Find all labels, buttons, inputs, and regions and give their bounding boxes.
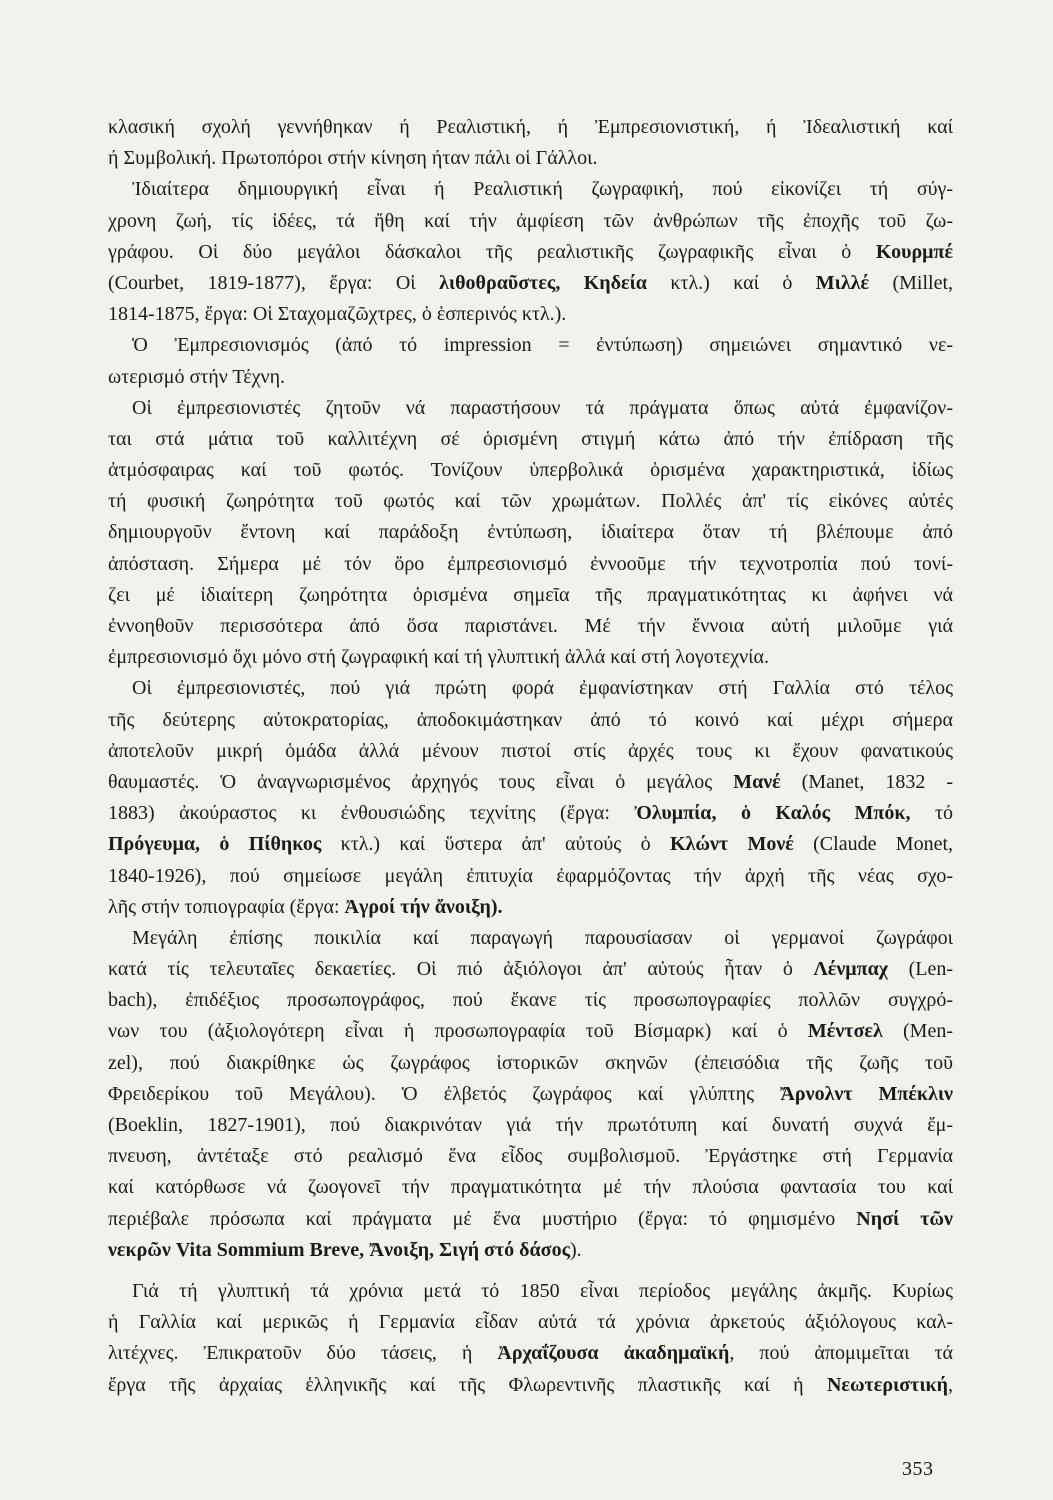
text-line [108, 268, 953, 299]
text-line [108, 985, 953, 1016]
bold-term: Μανέ [733, 770, 781, 793]
text-run: (Millet, [869, 271, 954, 294]
bold-term: νεκρῶν Vita Sommium Breve, Ἄνοιξη, Σιγή στό δάσος [108, 1238, 571, 1261]
text-line [108, 1307, 953, 1338]
text-run: λιτέχνες. Ἐπικρατοῦν δύο τάσεις, ἡ [108, 1342, 498, 1365]
bold-term: λιθοθραῦστες, Κηδεία [439, 271, 647, 294]
bold-term: Πρόγευμα, ὁ Πίθηκος [108, 833, 322, 856]
text-line [108, 455, 953, 486]
text-run: 1840-1926), πού σημείωσε μεγάλη ἐπιτυχία ἐφαρμόζοντας τήν ἀρχή τῆς νέας σχο- [108, 864, 953, 887]
text-run: ἔργα τῆς ἀρχαίας ἑλληνικῆς καί τῆς Φλωρεντινῆς πλαστικῆς καί ἡ [108, 1373, 827, 1396]
text-line [108, 362, 953, 393]
text-run: (Manet, 1832 - [780, 770, 953, 793]
text-run: Μεγάλη ἐπίσης ποικιλία καί παραγωγή παρουσίασαν οἱ γερμανοί ζωγράφοι [132, 926, 953, 949]
bold-term: Κουρμπέ [875, 240, 953, 263]
text-line [108, 954, 953, 985]
text-run: τῆς δεύτερης αὐτοκρατορίας, ἀποδοκιμάστηκαν ἀπό τό κοινό καί μέχρι σήμερα [108, 708, 953, 731]
text-line [108, 330, 953, 361]
text-line [108, 1110, 953, 1141]
text-run: , [948, 1373, 953, 1396]
text-run: 1883) ἀκούραστος κι ἐνθουσιώδης τεχνίτης (ἔργα: [108, 802, 635, 825]
text-run: ωτερισμό στήν Τέχνη. [108, 365, 286, 388]
text-line [108, 892, 953, 923]
text-run: , πού ἀπομιμεῖται τά [729, 1342, 953, 1365]
text-run: κτλ.) καί ὁ [646, 271, 816, 294]
text-run: γράφου. Οἱ δύο μεγάλοι δάσκαλοι τῆς ρεαλιστικῆς ζωγραφικῆς εἶναι ὁ [108, 240, 876, 263]
text-run: zel), πού διακρίθηκε ὡς ζωγράφος ἱστορικῶν σκηνῶν (ἐπεισόδια τῆς ζωῆς τοῦ [108, 1051, 953, 1074]
bold-term: Λένμπαχ [813, 958, 888, 981]
text-line [108, 549, 953, 580]
text-line [108, 206, 953, 237]
text-run: θαυμαστές. Ὁ ἀναγνωρισμένος ἀρχηγός τους εἶναι ὁ μεγάλος [108, 770, 734, 793]
text-line [108, 174, 953, 205]
text-run: ται στά μάτια τοῦ καλλιτέχνη σέ ὁρισμένη στιγμή κάτω ἀπό τήν ἐπίδραση τῆς [108, 427, 953, 450]
text-line [108, 767, 953, 798]
text-run: χρονη ζωή, τίς ἰδέες, τά ἤθη καί τήν ἀμφίεση τῶν ἀνθρώπων τῆς ἐποχῆς τοῦ ζω- [108, 209, 953, 232]
text-line [108, 611, 953, 642]
text-line [108, 580, 953, 611]
text-line [108, 1338, 953, 1369]
text-run: δημιουργοῦν ἔντονη καί παράδοξη ἐντύπωση, ἰδιαίτερα ὅταν τή βλέπουμε ἀπό [108, 521, 953, 544]
text-line [108, 923, 953, 954]
text-line [108, 736, 953, 767]
text-line [108, 798, 953, 829]
text-run: Γιά τή γλυπτική τά χρόνια μετά τό 1850 εἶναι περίοδος μεγάλης ἀκμῆς. Κυρίως [132, 1279, 953, 1302]
text-run: λῆς στήν τοπιογραφία (ἔργα: [108, 895, 345, 918]
text-run: νων του (ἀξιολογότερη εἶναι ἡ προσωπογραφία τοῦ Βίσμαρκ) καί ὁ [108, 1020, 808, 1043]
bold-term: Μιλλέ [815, 271, 870, 294]
bold-term: Ἀρχαΐζουσα ἀκαδημαϊκή [497, 1342, 730, 1365]
text-line [108, 112, 953, 143]
bold-term: Νεωτεριστική [826, 1373, 948, 1396]
text-line [108, 143, 953, 174]
text-line [108, 642, 953, 673]
text-run: 1814-1875, ἔργα: Οἱ Σταχομαζῶχτρες, ὁ ἑσπερινός κτλ.). [108, 303, 567, 326]
text-line [108, 486, 953, 517]
text-run: ἐμπρεσιονισμό ὄχι μόνο στή ζωγραφική καί τή γλυπτική ἀλλά καί στή λογοτεχνία. [108, 646, 769, 669]
page-number: 353 [902, 1458, 934, 1480]
text-line [108, 1016, 953, 1047]
text-line [108, 705, 953, 736]
text-run: τή φυσική ζωηρότητα τοῦ φωτός καί τῶν χρωμάτων. Πολλές ἀπ' τίς εἰκόνες αὐτές [108, 490, 953, 513]
text-run: καί κατόρθωσε νά ζωογονεῖ τήν πραγματικότητα μέ τήν πλούσια φαντασία του καί [108, 1176, 953, 1199]
bold-term: Μέντσελ [807, 1020, 883, 1043]
text-run: ). [570, 1238, 582, 1261]
text-run: περιέβαλε πρόσωπα καί πράγματα μέ ἕνα μυστήριο (ἔργα: τό φημισμένο [108, 1207, 857, 1230]
text-line [108, 1079, 953, 1110]
text-run: κλασική σχολή γεννήθηκαν ή Ρεαλιστική, ή Ἐμπρεσιονιστική, ή Ἰδεαλιστική καί [108, 116, 953, 138]
bold-term: Ἄρνολντ Μπέκλιν [780, 1082, 953, 1105]
text-run: ζει μέ ἰδιαίτερη ζωηρότητα ὁρισμένα σημεῖα τῆς πραγματικότητας κι ἀφήνει νά [108, 583, 953, 606]
text-run: ή Συμβολική. Πρωτοπόροι στήν κίνηση ήταν πάλι οἱ Γάλλοι. [108, 147, 598, 170]
text-run: (Claude Monet, [793, 833, 954, 856]
text-run: Οἱ ἐμπρεσιονιστές, πού γιά πρώτη φορά ἐμφανίστηκαν στή Γαλλία στό τέλος [132, 677, 953, 700]
text-run: Οἱ ἐμπρεσιονιστές ζητοῦν νά παραστήσουν τά πράγματα ὅπως αὐτά ἐμφανίζον- [132, 396, 953, 419]
text-run: πνευση, ἀντέταξε στό ρεαλισμό ἕνα εἶδος συμβολισμοῦ. Ἐργάστηκε στή Γερμανία [108, 1145, 953, 1168]
text-run: ἡ Γαλλία καί μερικῶς ἡ Γερμανία εἶδαν αὐτά τά χρόνια ἀρκετούς ἀξιόλογους καλ- [108, 1311, 953, 1334]
text-line [108, 829, 953, 860]
text-line [108, 299, 953, 330]
bold-term: Ἀγροί τήν ἄνοιξη). [344, 895, 503, 918]
text-line [108, 1048, 953, 1079]
text-run: τό [910, 802, 953, 825]
text-run: κτλ.) καί ὕστερα ἀπ' αὐτούς ὁ [321, 833, 670, 856]
text-line [108, 393, 953, 424]
text-run: bach), ἐπιδέξιος προσωπογράφος, πού ἔκανε τίς προσωπογραφίες πολλῶν συγχρό- [108, 989, 953, 1012]
text-run: (Men- [882, 1020, 953, 1043]
text-line [108, 237, 953, 268]
text-line [108, 517, 953, 548]
text-line [108, 1235, 953, 1266]
bold-term: Κλώντ Μονέ [669, 833, 794, 856]
text-line [108, 1276, 953, 1307]
text-line [108, 861, 953, 892]
text-run: κατά τίς τελευταῖες δεκαετίες. Οἱ πιό ἀξιόλογοι ἀπ' αὐτούς ἦταν ὁ [108, 958, 814, 981]
bold-term: Νησί τῶν [856, 1207, 953, 1230]
text-line [108, 1204, 953, 1235]
text-line [108, 673, 953, 704]
text-run: Ὁ Ἐμπρεσιονισμός (ἀπό τό impression = ἐντύπωση) σημειώνει σημαντικό νε- [132, 334, 953, 357]
text-run: ἀπόσταση. Σήμερα μέ τόν ὅρο ἐμπρεσιονισμό ἐννοοῦμε τήν τεχνοτροπία πού τονί- [108, 552, 953, 575]
text-run: ἐννοηθοῦν περισσότερα ἀπό ὅσα παριστάνει. Μέ τήν ἔννοια αὐτή μιλοῦμε γιά [108, 615, 953, 637]
text-run: Ἰδιαίτερα δημιουργική εἶναι ή Ρεαλιστική ζωγραφική, πού εἰκονίζει τή σύγ- [132, 178, 953, 201]
body-text [108, 112, 953, 1401]
text-line [108, 1172, 953, 1203]
text-line [108, 424, 953, 455]
text-run: (Len- [887, 958, 953, 981]
text-line [108, 1370, 953, 1401]
text-run: (Boeklin, 1827-1901), πού διακρινόταν γιά τήν πρωτότυπη καί δυνατή συχνά ἔμ- [108, 1114, 953, 1136]
text-run: Φρειδερίκου τοῦ Μεγάλου). Ὁ ἐλβετός ζωγράφος καί γλύπτης [108, 1082, 780, 1105]
bold-term: Ὀλυμπία, ὁ Καλός Μπόκ, [634, 802, 911, 825]
text-run: ἀποτελοῦν μικρή ὁμάδα ἀλλά μένουν πιστοί στίς ἀρχές τους κι ἔχουν φανατικούς [108, 739, 953, 762]
text-run: (Courbet, 1819-1877), ἔργα: Οἱ [108, 271, 440, 294]
text-run: ἀτμόσφαιρας καί τοῦ φωτός. Τονίζουν ὑπερβολικά ὁρισμένα χαρακτηριστικά, ἰδίως [108, 459, 953, 482]
text-line [108, 1141, 953, 1172]
